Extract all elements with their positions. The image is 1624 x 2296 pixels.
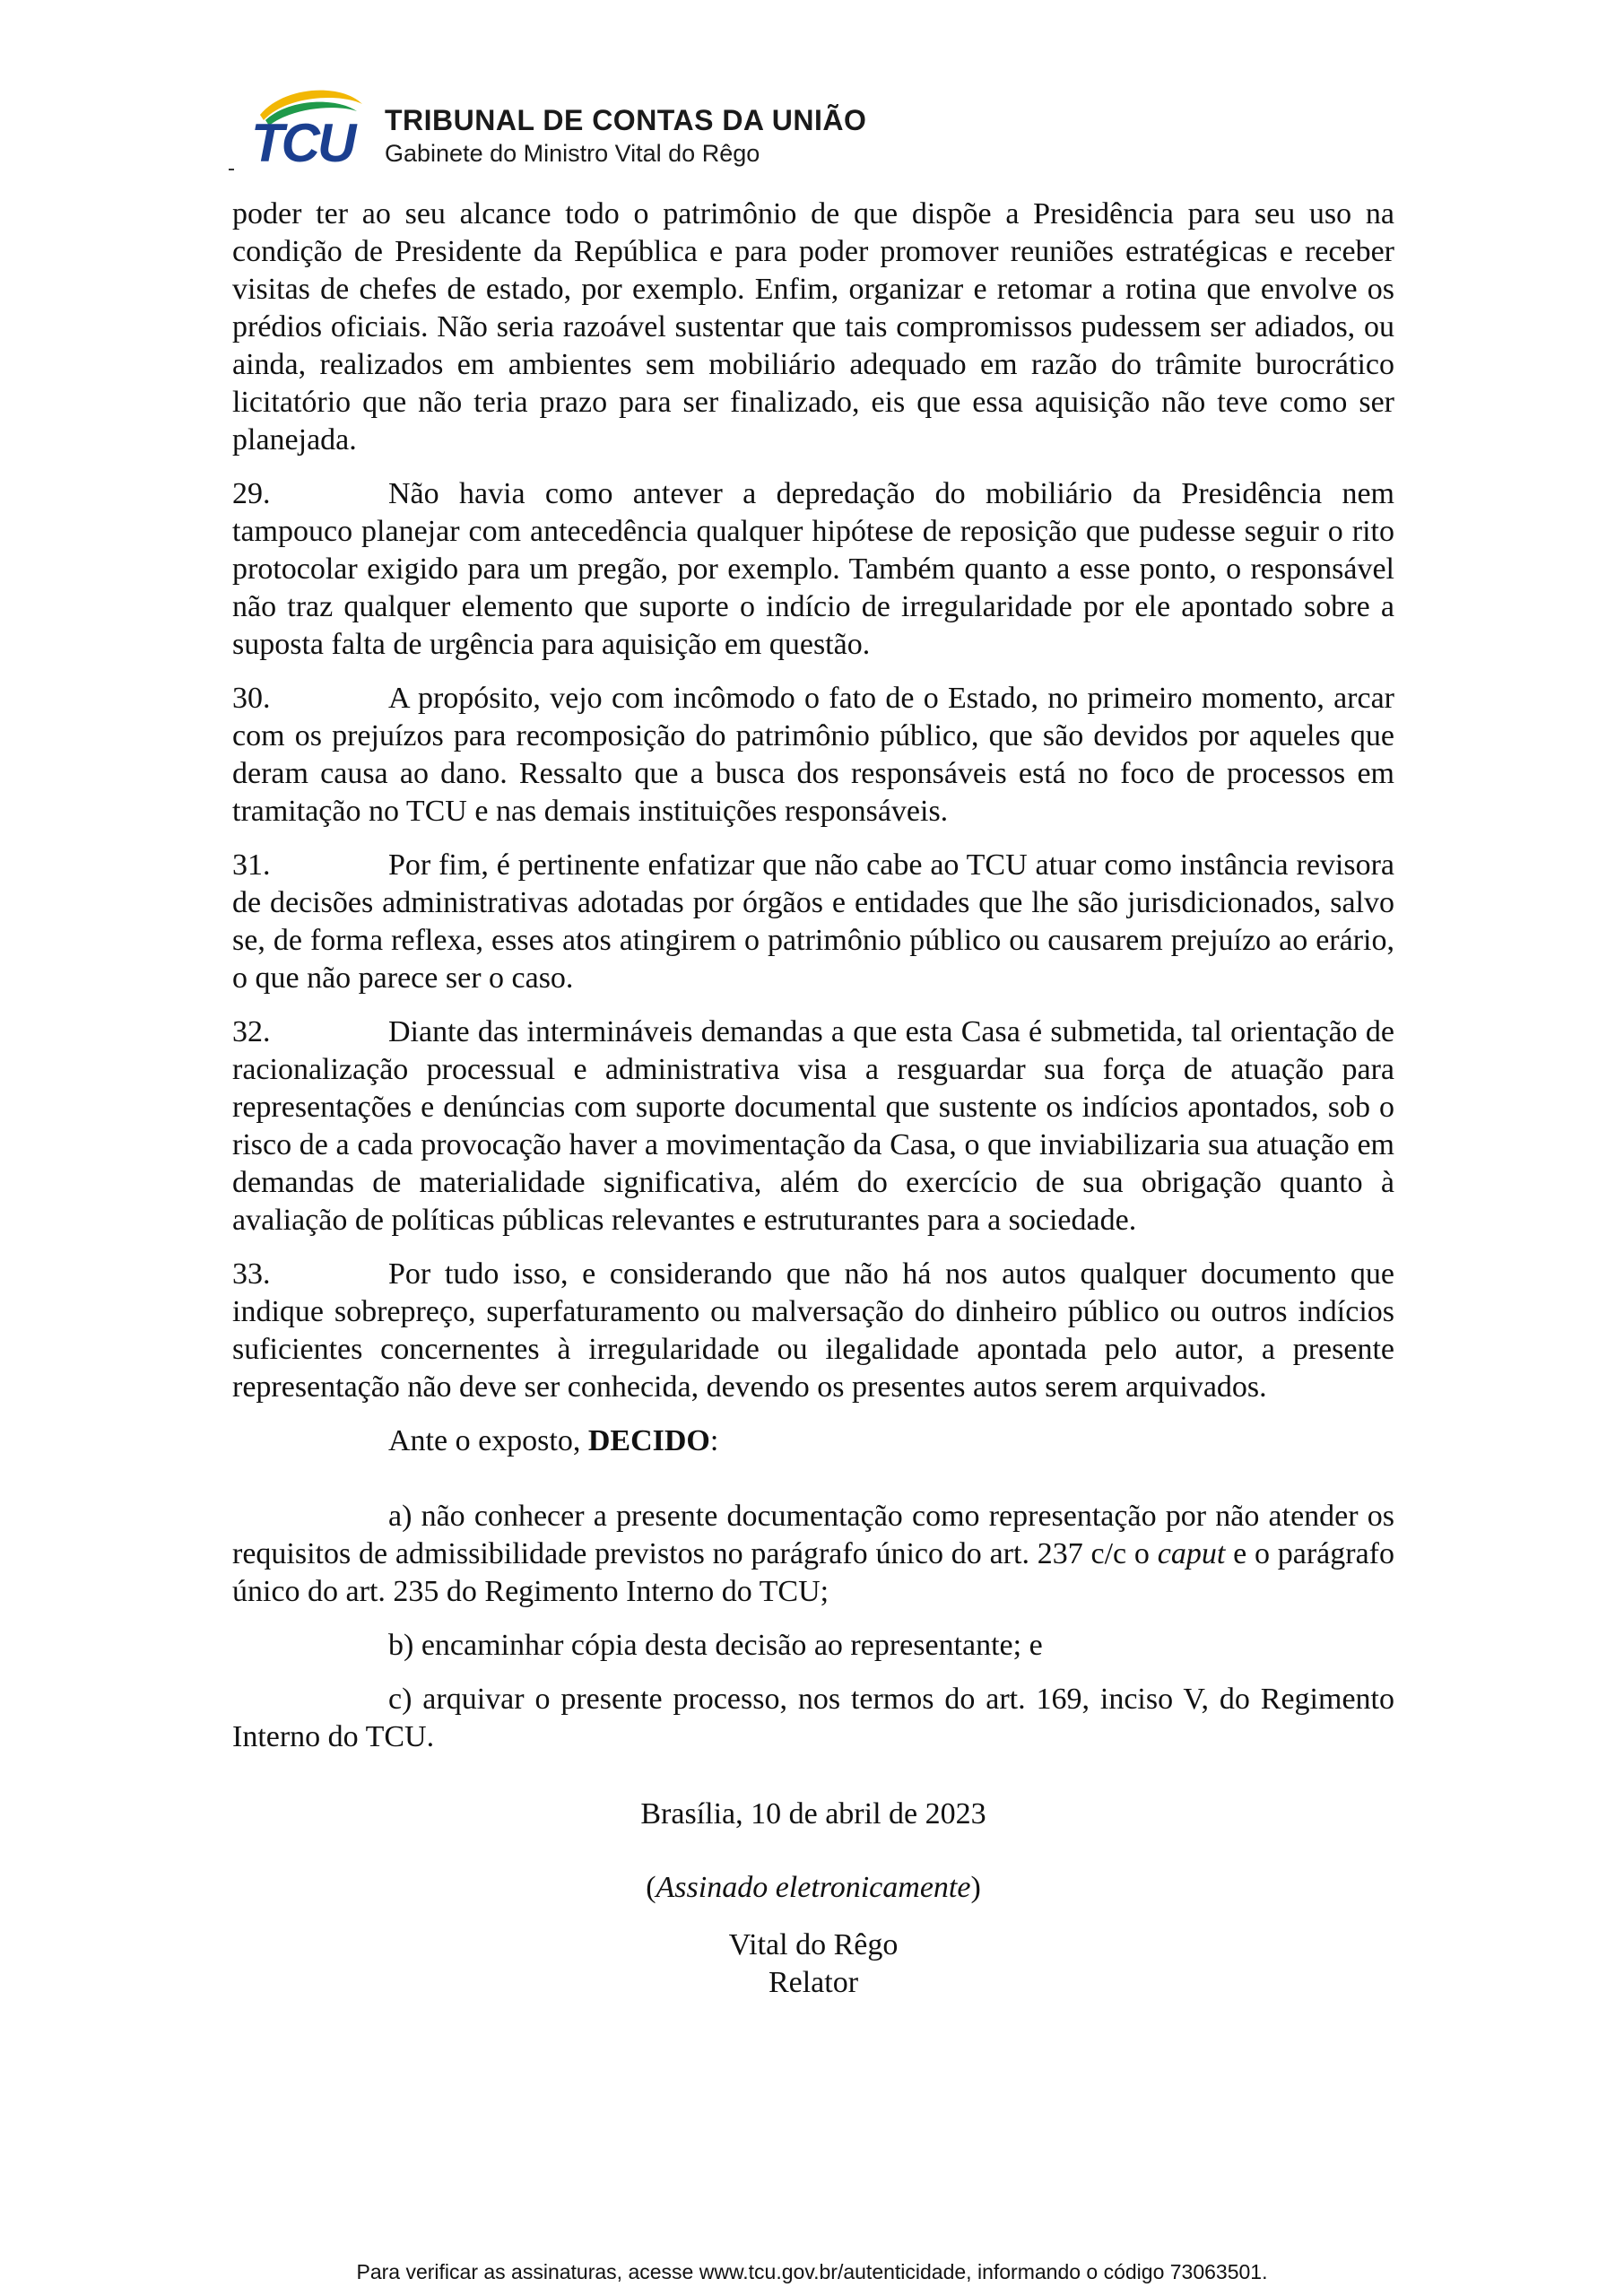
paragraph-29 <box>232 475 1394 664</box>
header-mark <box>229 169 234 170</box>
letterhead-text <box>385 103 866 170</box>
decision-item-b <box>232 1627 1394 1665</box>
logo-text: TCU <box>251 113 354 173</box>
electronic-signature-note: (Assinado eletronicamente) <box>646 1871 981 1904</box>
item-b-text: b) encaminhar cópia desta decisão ao representante; e <box>388 1629 1043 1662</box>
decision-heading <box>232 1422 1394 1460</box>
paragraph-number: 33. <box>232 1257 271 1291</box>
document-body <box>232 196 1394 2002</box>
paragraph-31 <box>232 847 1394 997</box>
item-c-text: c) arquivar o presente processo, nos termos do art. 169, inciso V, do Regimento Interno do TCU. <box>232 1683 1394 1753</box>
paragraph-number: 32. <box>232 1015 271 1048</box>
decision-keyword: DECIDO <box>587 1424 710 1457</box>
office-name: Gabinete do Ministro Vital do Rêgo <box>385 140 760 167</box>
paragraph-number: 29. <box>232 477 271 510</box>
decision-colon: : <box>709 1424 719 1457</box>
decision-item-a <box>232 1498 1394 1611</box>
decision-intro: Ante o exposto, <box>388 1424 588 1457</box>
paragraph-33 <box>232 1256 1394 1406</box>
item-a-italic: caput <box>1157 1537 1226 1570</box>
paragraph-number: 31. <box>232 848 271 882</box>
paragraph-text: Não havia como antever a depredação do mobiliário da Presidência nem tampouco planejar com antecedência qualquer hipótese de reposição que pudesse seguir o rito protocolar exigido para um pregão, por exemplo. Também quanto a esse ponto, o responsável não traz qualquer elemento que suporte o indício de irregularidade por ele apontado sobre a suposta falta de urgência para aquisição em questão. <box>232 477 1394 661</box>
organization-name: TRIBUNAL DE CONTAS DA UNIÃO <box>385 104 867 136</box>
paragraph-number: 30. <box>232 682 271 715</box>
paragraph-32 <box>232 1013 1394 1239</box>
continuation-paragraph: poder ter ao seu alcance todo o patrimônio de que dispõe a Presidência para seu uso na condição de Presidente da República e para poder promover reuniões estratégicas e receber visitas de chefes de estado, por exemplo. Enfim, organizar e retomar a rotina que envolve os prédios oficiais. Não seria razoável sustentar que tais compromissos pudessem ser adiados, ou ainda, realizados em ambientes sem mobiliário adequado em razão do trâmite burocrático licitatório que não teria prazo para ser finalizado, eis que essa aquisição não teve como ser planejada. <box>232 197 1394 457</box>
city-date: Brasília, 10 de abril de 2023 <box>640 1797 986 1831</box>
decision-item-c <box>232 1681 1394 1756</box>
paragraph-text: Diante das intermináveis demandas a que esta Casa é submetida, tal orientação de racionalização processual e administrativa visa a resguardar sua força de atuação para representações e denúncias com suporte documental que sustente os indícios apontados, sob o risco de a cada provocação haver a movimentação da Casa, o que inviabilizaria sua atuação em demandas de materialidade significativa, além do exercício de sua obrigação quanto à avaliação de políticas públicas relevantes e estruturantes para a sociedade. <box>232 1015 1394 1237</box>
signature-block <box>232 1796 1394 2002</box>
item-a-text: a) não conhecer a presente documentação como representação por não atender os requisitos de admissibilidade previstos no parágrafo único do art. 237 c/c o <box>232 1500 1394 1570</box>
tcu-logo-icon <box>248 84 369 174</box>
signer-role: Relator <box>768 1966 859 1999</box>
letterhead <box>240 84 1406 183</box>
paragraph-text: A propósito, vejo com incômodo o fato de o Estado, no primeiro momento, arcar com os prejuízos para recomposição do patrimônio público, que são devidos por aqueles que deram causa ao dano. Ressalto que a busca dos responsáveis está no foco de processos em tramitação no TCU e nas demais instituições responsáveis. <box>232 682 1394 828</box>
verification-footer: Para verificar as assinaturas, acesse www.tcu.gov.br/autenticidade, informando o código 73063501. <box>356 2260 1268 2283</box>
paragraph-text: Por tudo isso, e considerando que não há nos autos qualquer documento que indique sobrepreço, superfaturamento ou malversação do dinheiro público ou outros indícios suficientes concernentes à irregularidade ou ilegalidade apontada pelo autor, a presente representação não deve ser conhecida, devendo os presentes autos serem arquivados. <box>232 1257 1394 1404</box>
signer-name: Vital do Rêgo <box>728 1928 899 1961</box>
paragraph-text: Por fim, é pertinente enfatizar que não cabe ao TCU atuar como instância revisora de decisões administrativas adotadas por órgãos e entidades que lhe são jurisdicionados, salvo se, de forma reflexa, esses atos atingirem o patrimônio público ou causarem prejuízo ao erário, o que não parece ser o caso. <box>232 848 1394 995</box>
signed-text: Assinado eletronicamente <box>656 1871 971 1904</box>
paragraph-30 <box>232 680 1394 831</box>
item-a-text-end: e o parágrafo único do art. 235 do Regimento Interno do TCU; <box>232 1537 1394 1608</box>
